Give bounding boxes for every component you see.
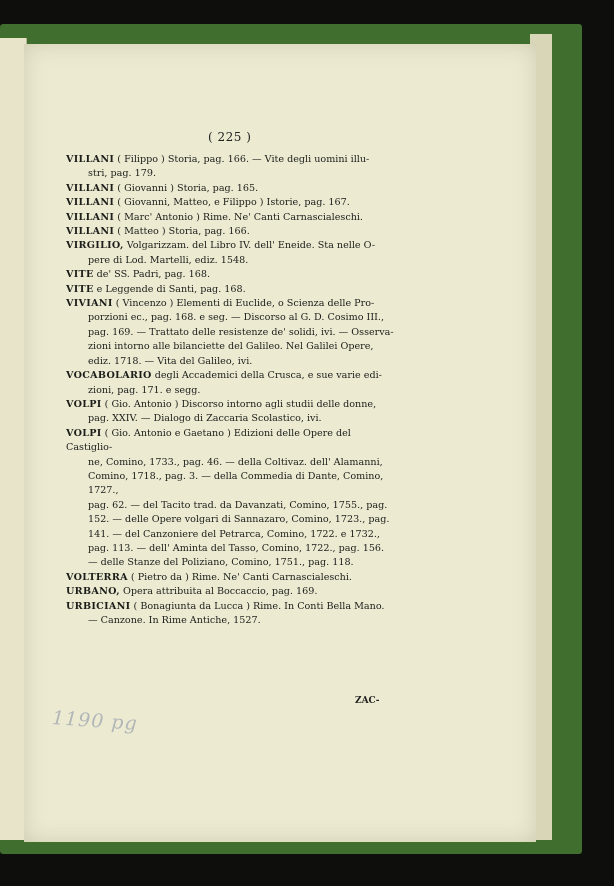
- index-entry: [66, 571, 396, 585]
- entry-text: Volgarizzam. del Libro IV. dell' Eneide. Sta nelle O-: [126, 240, 376, 252]
- index-entry-continuation: [66, 499, 396, 513]
- index-entry: [66, 239, 396, 253]
- entry-headword: URBANO,: [66, 586, 120, 598]
- index-entry: [66, 283, 396, 297]
- index-entry: [66, 225, 396, 239]
- index-entries: [66, 153, 396, 628]
- entry-headword: VOLPI: [66, 427, 102, 439]
- entry-headword: VOLPI: [66, 398, 102, 410]
- entry-text: ( Giovanni, Matteo, e Filippo ) Istorie, pag. 167.: [117, 197, 350, 209]
- index-entry: [66, 585, 396, 599]
- entry-text: ( Marc' Antonio ) Rime. Ne' Canti Carnascialeschi.: [117, 211, 363, 223]
- entry-text: — Canzone. In Rime Antiche, 1527.: [88, 615, 261, 626]
- page-number: ( 225 ): [208, 130, 252, 144]
- entry-text: porzioni ec., pag. 168. e seg. — Discorso al G. D. Cosimo III.,: [88, 312, 384, 324]
- index-entry-continuation: [66, 556, 396, 570]
- entry-text: ( Giovanni ) Storia, pag. 165.: [117, 182, 259, 194]
- entry-text: degli Accademici della Crusca, e sue varie edi-: [154, 370, 382, 382]
- index-entry: [66, 182, 396, 196]
- entry-headword: VOLTERRA: [66, 571, 128, 583]
- index-entry-continuation: [66, 412, 396, 426]
- entry-text: ediz. 1718. — Vita del Galileo, ivi.: [88, 355, 253, 367]
- entry-headword: VITE: [66, 283, 94, 295]
- entry-text: zioni intorno alle bilanciette del Galileo. Nel Galilei Opere,: [88, 341, 374, 353]
- entry-text: ne, Comino, 1733., pag. 46. — della Coltivaz. dell' Alamanni,: [88, 456, 383, 468]
- index-entry-continuation: [66, 542, 396, 556]
- index-entry: [66, 211, 396, 225]
- entry-text: pere di Lod. Martelli, ediz. 1548.: [88, 254, 249, 266]
- entry-text: ( Vincenzo ) Elementi di Euclide, o Scienza delle Pro-: [115, 298, 375, 310]
- index-entry-continuation: [66, 167, 396, 181]
- facing-page-edge: [0, 38, 27, 840]
- index-entry-continuation: [66, 513, 396, 527]
- entry-headword: VILLANI: [66, 226, 115, 238]
- entry-text: stri, pag. 179.: [88, 168, 156, 180]
- entry-text: zioni, pag. 171. e segg.: [88, 384, 201, 396]
- index-entry-continuation: [66, 254, 396, 268]
- index-entry: [66, 153, 396, 167]
- entry-headword: VOCABOLARIO: [66, 370, 152, 382]
- index-entry: [66, 600, 396, 614]
- entry-headword: VILLANI: [66, 182, 115, 194]
- entry-text: pag. 113. — dell' Aminta del Tasso, Comino, 1722., pag. 156.: [88, 542, 385, 554]
- index-entry-continuation: [66, 340, 396, 354]
- entry-text: ( Gio. Antonio e Gaetano ) Edizioni delle Opere del Castiglio-: [66, 427, 351, 454]
- index-entry-continuation: [66, 456, 396, 470]
- index-entry-continuation: [66, 355, 396, 369]
- index-entry: [66, 196, 396, 210]
- entry-headword: VIRGILIO,: [66, 240, 124, 252]
- index-entry-continuation: [66, 311, 396, 325]
- entry-text: de' SS. Padri, pag. 168.: [96, 269, 210, 281]
- entry-text: ( Filippo ) Storia, pag. 166. — Vite degli uomini illu-: [117, 154, 370, 165]
- entry-text: Comino, 1718., pag. 3. — della Commedia di Dante, Comino, 1727.,: [88, 470, 384, 497]
- entry-text: ( Bonagiunta da Lucca ) Rime. In Conti Bella Mano.: [133, 600, 385, 612]
- index-entry: [66, 398, 396, 412]
- entry-text: — delle Stanze del Poliziano, Comino, 1751., pag. 118.: [88, 557, 354, 569]
- index-entry: [66, 297, 396, 311]
- entry-text: ( Pietro da ) Rime. Ne' Canti Carnascialeschi.: [130, 571, 352, 583]
- index-entry: [66, 369, 396, 383]
- entry-text: Opera attribuita al Boccaccio, pag. 169.: [122, 586, 318, 598]
- pencil-annotation: 1190 pg: [51, 707, 139, 735]
- entry-text: e Leggende di Santi, pag. 168.: [96, 283, 246, 295]
- index-entry-continuation: [66, 470, 396, 499]
- entry-text: 141. — del Canzoniere del Petrarca, Comino, 1722. e 1732.,: [88, 528, 380, 540]
- catchword: ZAC-: [355, 696, 380, 706]
- index-entry: [66, 268, 396, 282]
- entry-text: ( Gio. Antonio ) Discorso intorno agli studii delle donne,: [104, 398, 377, 410]
- entry-text: 152. — delle Opere volgari di Sannazaro, Comino, 1723., pag.: [88, 514, 390, 526]
- entry-headword: VILLANI: [66, 197, 115, 209]
- entry-headword: VILLANI: [66, 211, 115, 223]
- entry-text: pag. 62. — del Tacito trad. da Davanzati, Comino, 1755., pag.: [88, 499, 388, 511]
- index-entry-continuation: [66, 326, 396, 340]
- entry-headword: VIVIANI: [66, 298, 113, 310]
- entry-headword: VILLANI: [66, 154, 115, 165]
- entry-text: ( Matteo ) Storia, pag. 166.: [117, 226, 250, 238]
- index-entry: [66, 427, 396, 456]
- entry-text: pag. 169. — Trattato delle resistenze de' solidi, ivi. — Osserva-: [88, 326, 394, 338]
- index-entry-continuation: [66, 384, 396, 398]
- index-entry-continuation: [66, 528, 396, 542]
- index-entry-continuation: [66, 614, 396, 628]
- entry-text: pag. XXIV. — Dialogo di Zaccaria Scolastico, ivi.: [88, 413, 322, 425]
- entry-headword: VITE: [66, 269, 94, 281]
- entry-headword: URBICIANI: [66, 600, 131, 612]
